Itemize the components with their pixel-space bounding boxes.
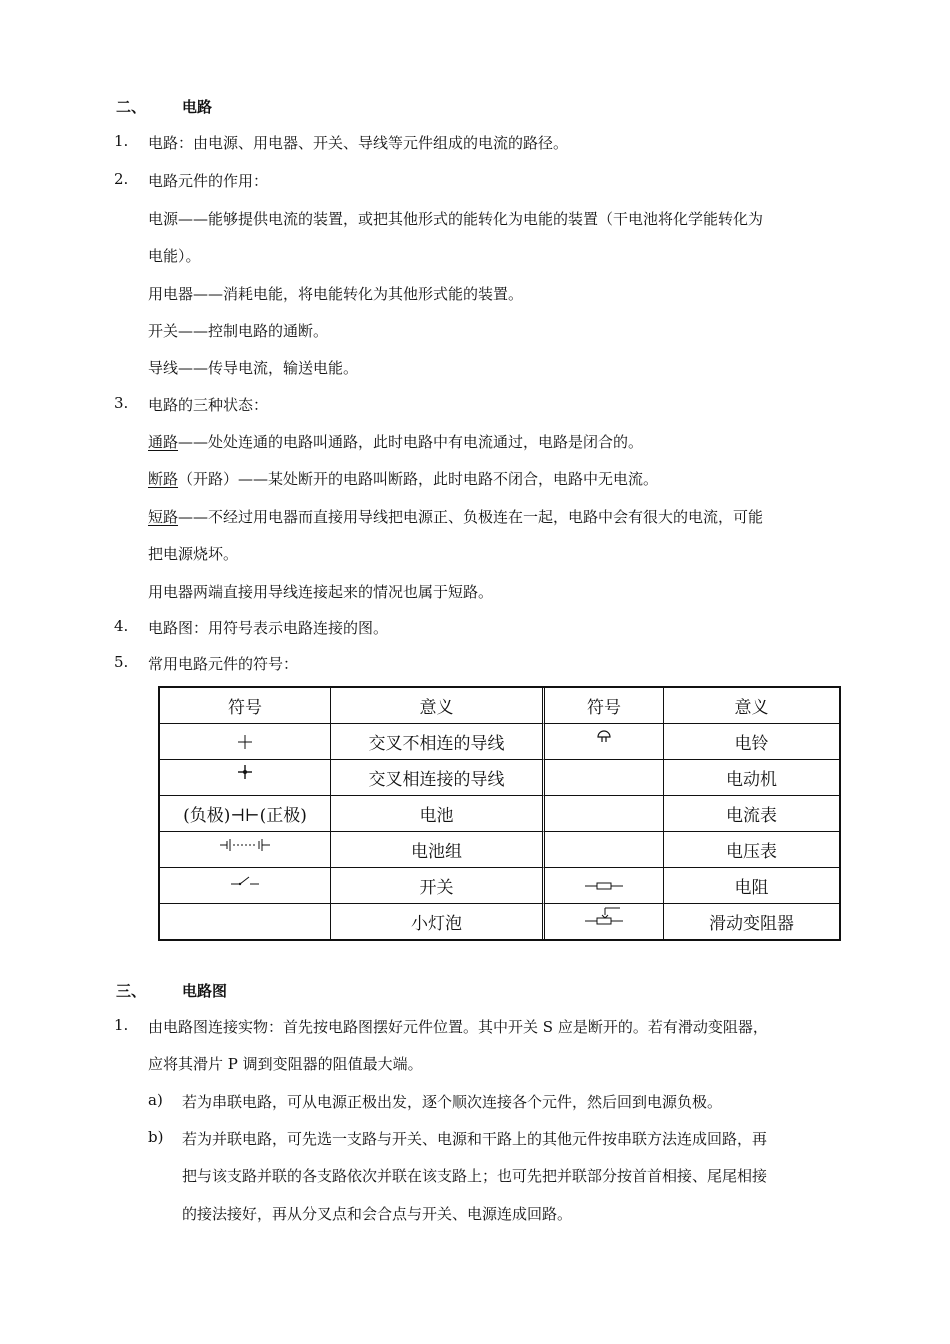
symbol-battery-pack [160,832,331,868]
item-2-number: 2. [114,170,129,188]
section-3-number: 三、 [116,982,147,1000]
table-row [160,760,839,796]
header-meaning-left: 意义 [331,688,545,724]
item-3-text: 电路的三种状态： [148,396,269,414]
meaning-battery-pack: 电池组 [331,832,545,868]
item-1-number: 1. [114,132,129,150]
symbols-table [158,686,841,941]
meaning-crossing-connected-wires: 交叉相连接的导线 [331,760,545,796]
meaning-voltmeter: 电压表 [664,832,839,868]
sub-item-a-text: 若为串联电路，可从电源正极出发，逐个顺次连接各个元件，然后回到电源负极。 [182,1093,723,1111]
section-3-item-1-line2: 应将其滑片 P 调到变阻器的阻值最大端。 [148,1055,423,1073]
section-3-item-1-line1: 由电路图连接实物：首先按电路图摆好元件位置。其中开关 S 应是断开的。若有滑动变阻器， [148,1018,768,1036]
symbol-switch [160,868,331,904]
meaning-motor: 电动机 [664,760,839,796]
meaning-light-bulb: 小灯泡 [331,904,545,939]
closed-circuit-desc: ——处处连通的电路叫通路，此时电路中有电流通过，电路是闭合的。 [178,433,644,451]
section-2-number: 二、 [116,98,147,116]
open-circuit-line [148,468,658,489]
symbol-bell [545,724,664,760]
table-row [160,868,839,904]
symbol-resistor [545,868,664,904]
load-definition: 用电器——消耗电能，将电能转化为其他形式能的装置。 [148,285,524,303]
sub-item-a-label: a) [148,1091,163,1109]
short-circuit-note: 用电器两端直接用导线连接起来的情况也属于短路。 [148,583,494,601]
short-circuit-desc: ——不经过用电器而直接用导线把电源正、负极连在一起，电路中会有很大的电流，可能 [178,508,764,526]
sub-item-b-line1: 若为并联电路，可先选一支路与开关、电源和干路上的其他元件按串联方法连成回路，再 [182,1130,768,1148]
header-symbol-left: 符号 [160,688,331,724]
table-row [160,904,839,939]
item-5-text: 常用电路元件的符号： [148,655,299,673]
item-3-number: 3. [114,394,129,412]
meaning-resistor: 电阻 [664,868,839,904]
section-3-item-1-number: 1. [114,1016,129,1034]
closed-circuit-line [148,431,643,452]
meaning-switch: 开关 [331,868,545,904]
section-2-title: 电路 [182,98,213,116]
item-4-text: 电路图：用符号表示电路连接的图。 [148,619,389,637]
symbol-voltmeter [545,832,664,868]
symbol-battery: (负极)⊣⊢(正极) [160,796,331,832]
sub-item-b-label: b) [148,1128,164,1146]
symbol-light-bulb [160,904,331,939]
open-circuit-desc: （开路）——某处断开的电路叫断路，此时电路不闭合，电路中无电流。 [178,470,659,488]
symbol-crossing-connected-wires [160,760,331,796]
power-source-line1: 电源——能够提供电流的装置，或把其他形式的能转化为电能的装置（干电池将化学能转化为 [148,210,764,228]
power-source-line2: 电能）。 [148,247,201,265]
meaning-crossing-unconnected-wires: 交叉不相连的导线 [331,724,545,760]
short-circuit-line [148,506,763,527]
symbol-crossing-unconnected-wires [160,724,331,760]
item-2-text: 电路元件的作用： [148,172,269,190]
table-row [160,832,839,868]
section-3-title: 电路图 [182,982,228,1000]
symbol-ammeter [545,796,664,832]
symbol-rheostat [545,904,664,939]
open-circuit-term: 断路 [148,470,179,488]
meaning-ammeter: 电流表 [664,796,839,832]
item-1-text: 电路：由电源、用电器、开关、导线等元件组成的电流的路径。 [148,134,569,152]
sub-item-b-line2: 把与该支路并联的各支路依次并联在该支路上；也可先把并联部分按首首相接、尾尾相接 [182,1167,768,1185]
header-symbol-right: 符号 [545,688,664,724]
table-row [160,796,839,832]
symbol-motor [545,760,664,796]
meaning-rheostat: 滑动变阻器 [709,914,794,934]
short-circuit-term: 短路 [148,508,179,526]
item-5-number: 5. [114,653,129,671]
closed-circuit-term: 通路 [148,433,179,451]
meaning-bell: 电铃 [664,724,839,760]
header-meaning-right: 意义 [664,688,839,724]
table-row [160,724,839,760]
switch-definition: 开关——控制电路的通断。 [148,322,329,340]
sub-item-b-line3: 的接法接好，再从分叉点和会合点与开关、电源连成回路。 [182,1205,573,1223]
table-header-row [160,688,839,724]
meaning-battery: 电池 [331,796,545,832]
wire-definition: 导线——传导电流，输送电能。 [148,359,359,377]
item-4-number: 4. [114,617,129,635]
short-circuit-line2: 把电源烧坏。 [148,545,239,563]
